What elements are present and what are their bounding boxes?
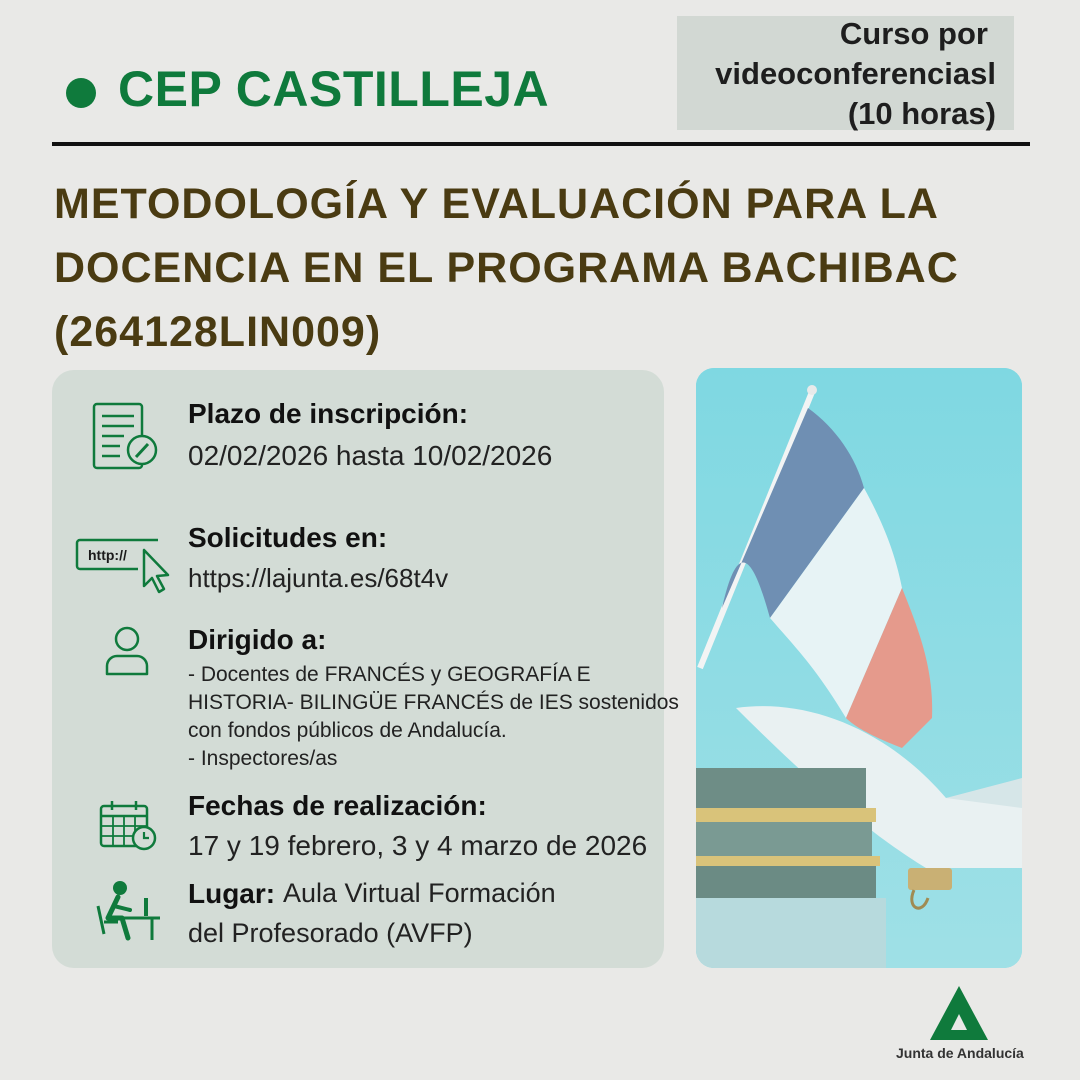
dirigido-line-3: con fondos públicos de Andalucía. [188, 719, 507, 742]
title-line-1: METODOLOGÍA Y EVALUACIÓN PARA LA [54, 180, 939, 228]
junta-andalucia-logo-icon [924, 986, 994, 1042]
title-line-2: DOCENCIA EN EL PROGRAMA BACHIBAC [54, 244, 959, 292]
title-line-3: (264128LIN009) [54, 308, 382, 356]
form-edit-icon [90, 400, 160, 476]
plazo-label: Plazo de inscripción: [188, 398, 469, 429]
french-flag-books-photo [696, 368, 1022, 968]
lugar-value-line-1: Aula Virtual Formación [283, 878, 556, 908]
solicitudes-label: Solicitudes en: [188, 522, 388, 553]
remote-work-icon [94, 878, 162, 944]
calendar-clock-icon [98, 798, 160, 854]
french-flag-illustration [696, 368, 1022, 968]
dirigido-label: Dirigido a: [188, 624, 327, 655]
dirigido-line-1: - Docentes de FRANCÉS y GEOGRAFÍA E [188, 663, 591, 686]
web-link-icon-text: http:// [88, 547, 127, 563]
header-divider [52, 142, 1030, 146]
web-link-icon [74, 532, 178, 598]
fechas-label: Fechas de realización: [188, 790, 487, 821]
lugar-value-line-2: del Profesorado (AVFP) [188, 918, 473, 948]
badge-line-1: Curso por [839, 16, 988, 51]
dirigido-line-2: HISTORIA- BILINGÜE FRANCÉS de IES sostenidos [188, 691, 679, 714]
org-name: CEP CASTILLEJA [118, 61, 550, 117]
brand-dot [66, 78, 96, 108]
badge-line-3: (10 horas) [847, 96, 996, 131]
user-icon [102, 624, 152, 678]
junta-andalucia-logo-text: Junta de Andalucía [896, 1045, 1024, 1061]
plazo-value: 02/02/2026 hasta 10/02/2026 [188, 440, 553, 471]
dirigido-line-4: - Inspectores/as [188, 747, 338, 770]
solicitudes-link[interactable]: https://lajunta.es/68t4v [188, 563, 449, 593]
course-title [54, 172, 1054, 364]
course-badge [677, 16, 1014, 130]
badge-line-2: videoconferenciasl [715, 56, 996, 91]
fechas-value: 17 y 19 febrero, 3 y 4 marzo de 2026 [188, 830, 648, 861]
lugar-label: Lugar: [188, 878, 276, 909]
